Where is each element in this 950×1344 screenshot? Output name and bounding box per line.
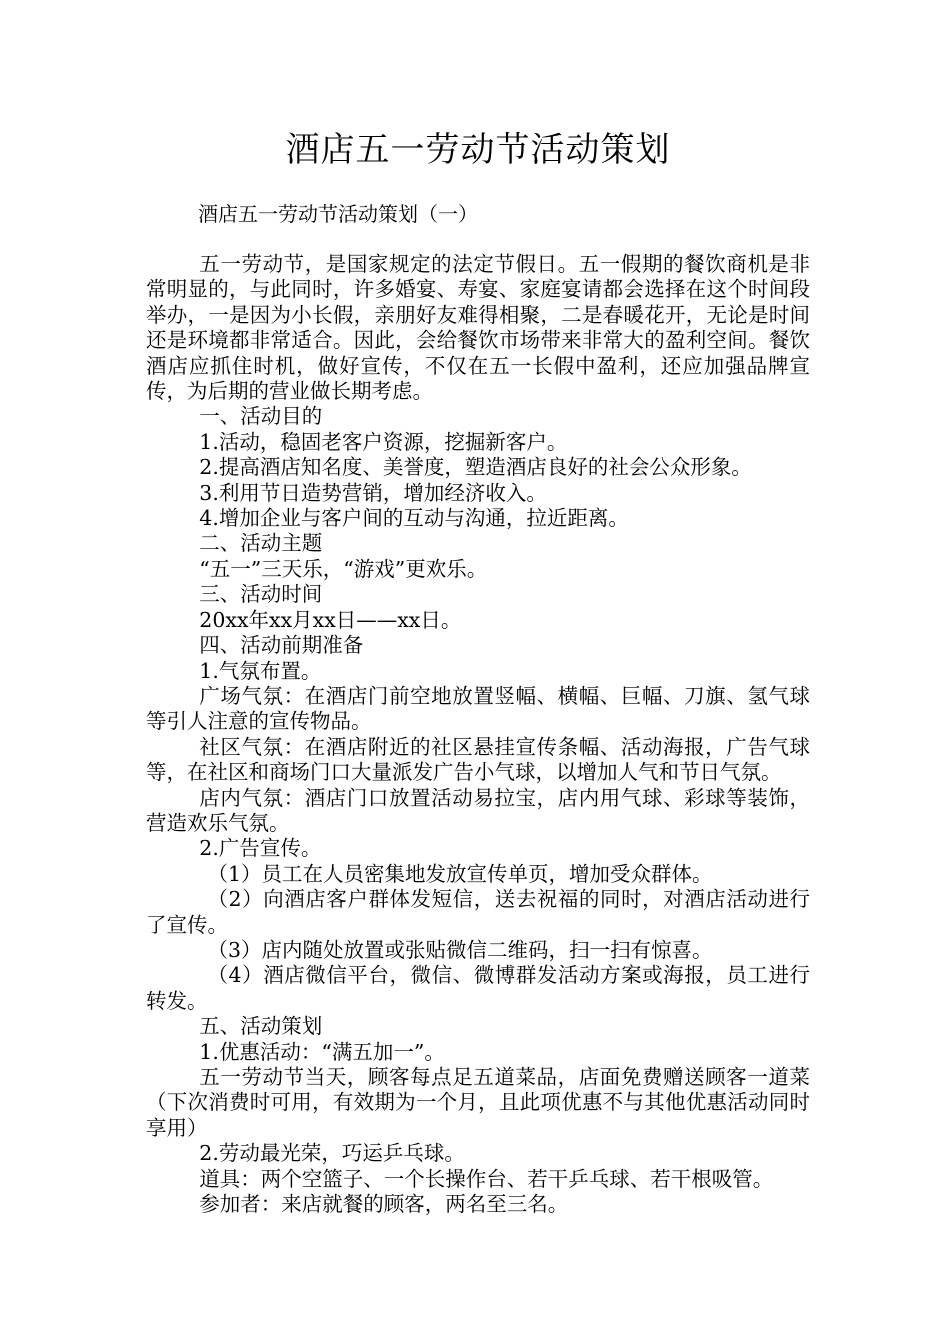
section-heading-theme: 二、活动主题 bbox=[199, 531, 323, 556]
list-item: 2.提高酒店知名度、美誉度，塑造酒店良好的社会公众形象。 bbox=[199, 455, 752, 480]
body-paragraph: 广场气氛：在酒店门前空地放置竖幅、横幅、巨幅、刀旗、氢气球等引人注意的宣传物品。 bbox=[146, 683, 810, 734]
theme-text: “五一”三天乐，“游戏”更欢乐。 bbox=[199, 556, 488, 581]
body-paragraph: 店内气氛：酒店门口放置活动易拉宝，店内用气球、彩球等装饰，营造欢乐气氛。 bbox=[146, 785, 810, 835]
section-heading-goals: 一、活动目的 bbox=[199, 404, 323, 429]
list-item: （4）酒店微信平台，微信、微博群发活动方案或海报，员工进行转发。 bbox=[146, 963, 810, 1013]
body-paragraph: 五一劳动节当天，顾客每点足五道菜品，店面免费赠送顾客一道菜（下次消费时可用，有效期为一个月，且此项优惠不与其他优惠活动同时享用） bbox=[146, 1065, 810, 1140]
list-item: （2）向酒店客户群体发短信，送去祝福的同时，对酒店活动进行了宣传。 bbox=[146, 887, 810, 937]
list-item: 4.增加企业与客户间的互动与沟通，拉近距离。 bbox=[199, 506, 629, 531]
section-heading-plan: 五、活动策划 bbox=[199, 1014, 323, 1039]
time-text: 20xx年xx月xx日——xx日。 bbox=[199, 607, 462, 632]
list-item: 1.活动，稳固老客户资源，挖掘新客户。 bbox=[199, 429, 568, 454]
document-subtitle: 酒店五一劳动节活动策划（一） bbox=[198, 202, 478, 226]
document-title: 酒店五一劳动节活动策划 bbox=[285, 130, 671, 170]
document-body bbox=[146, 252, 810, 1217]
list-item: 3.利用节日造势营销，增加经济收入。 bbox=[199, 480, 547, 505]
body-paragraph: 社区气氛：在酒店附近的社区悬挂宣传条幅、活动海报，广告气球等，在社区和商场门口大量派发广告小气球，以增加人气和节日气氛。 bbox=[146, 734, 810, 785]
list-item: 2.劳动最光荣，巧运乒乓球。 bbox=[199, 1141, 465, 1166]
section-heading-time: 三、活动时间 bbox=[199, 582, 323, 607]
list-item: 1.优惠活动：“满五加一”。 bbox=[199, 1039, 445, 1064]
intro-paragraph: 五一劳动节，是国家规定的法定节假日。五一假期的餐饮商机是非常明显的，与此同时，许多婚宴、寿宴、家庭宴请都会选择在这个时间段举办，一是因为小长假，亲朋好友难得相聚，二是春暖花开，无论是时间还是环境都非常适合。因此，会给餐饮市场带来非常大的盈利空间。餐饮酒店应抓住时机，做好宣传，不仅在五一长假中盈利，还应加强品牌宣传，为后期的营业做长期考虑。 bbox=[146, 252, 810, 404]
list-item: 1.气氛布置。 bbox=[199, 658, 322, 683]
list-item: （1）员工在人员密集地发放宣传单页，增加受众群体。 bbox=[207, 861, 713, 886]
list-item: 2.广告宣传。 bbox=[199, 836, 322, 861]
section-heading-preparation: 四、活动前期准备 bbox=[199, 633, 364, 658]
body-paragraph: 道具：两个空篮子、一个长操作台、若干乒乓球、若干根吸管。 bbox=[199, 1166, 774, 1191]
body-paragraph: 参加者：来店就餐的顾客，两名至三名。 bbox=[199, 1192, 569, 1217]
list-item: （3）店内随处放置或张贴微信二维码，扫一扫有惊喜。 bbox=[207, 937, 713, 962]
